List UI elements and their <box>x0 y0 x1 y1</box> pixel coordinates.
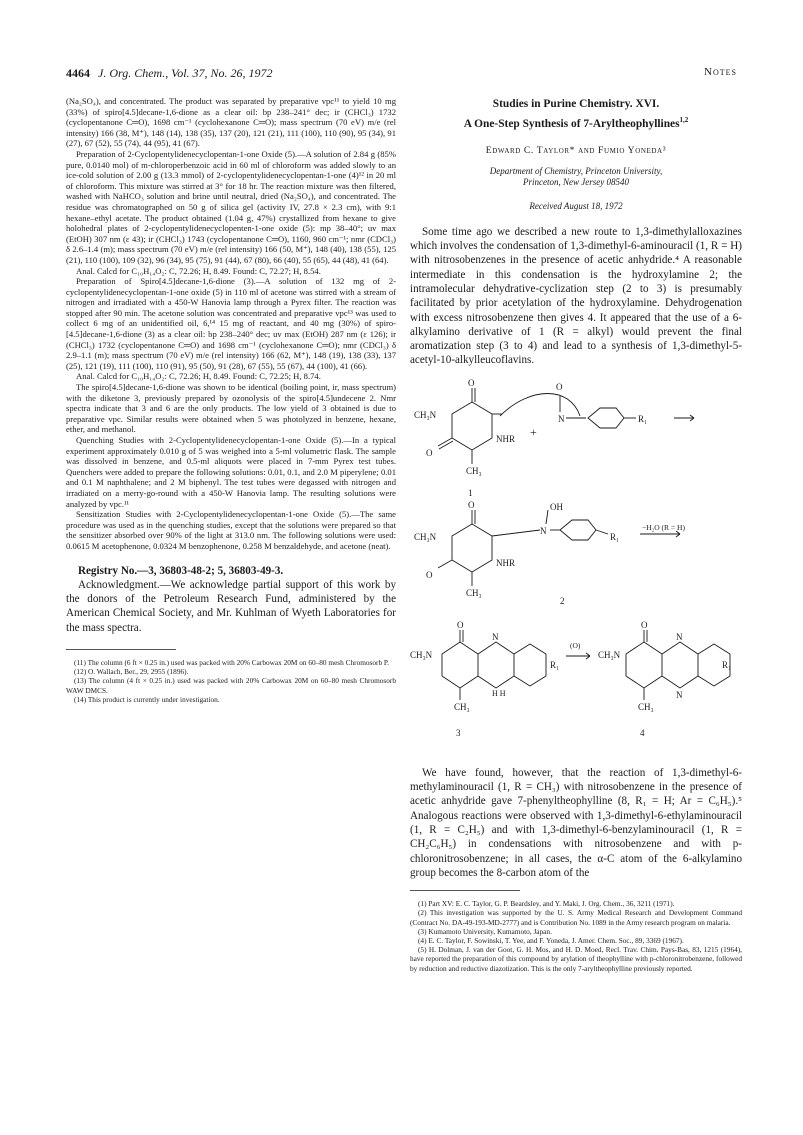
footnote: (13) The column (4 ft × 0.25 in.) used was packed with 20% Carbowax 20M on 60–80 mesh Chromosorb WAW DMCS. <box>66 676 396 695</box>
article-title: Studies in Purine Chemistry. XVI. A One-Step Synthesis of 7-Aryltheophyllines$^{1,2}$ <box>463 98 689 130</box>
ch3-label: CH₃ <box>466 587 482 598</box>
footnote: (4) E. C. Taylor, F. Sowinski, T. Yee, and F. Yoneda, J. Amer. Chem. Soc., 89, 3369 (1967). <box>418 935 684 945</box>
nitrogen-label: N <box>558 413 565 424</box>
right-column <box>410 96 742 973</box>
received-date: Received August 18, 1972 <box>529 200 623 211</box>
journal-citation: J. Org. Chem., Vol. 37, No. 26, 1972 <box>98 66 273 80</box>
dehydration-arrow-label: −H₂O (R = H) <box>642 522 685 532</box>
nitrogen-label: N <box>492 631 499 642</box>
oxidation-arrow-label: (O) <box>570 640 581 650</box>
body-paragraph: We have found, however, that the reaction of 1,3-dimethyl-6-methylaminouracil (1, R = CH₃) with nitrosobenzene in the presence of acetic anhydride gave 7-phenyltheophylline (8, R₁ = H; Ar = C₆H₅).⁵ Analogous reactions were observed with 1,3-dimethyl-6-ethylaminouracil (1, R = C₂H₅) and with 1,3-dimethyl-6-benzylaminouracil (1, R = CH₂C₆H₅) in condensations with nitrosobenzene and with p-chloronitrosobenzene; in all cases, the α-C atom of the 6-alkylamino group becomes the 8-carbon atom of the <box>410 766 742 879</box>
reaction-scheme-figure <box>410 376 740 760</box>
footnote: (14) This product is currently under investigation. <box>74 694 220 704</box>
experimental-paragraph: Sensitization Studies with 2-Cyclopentylidenecyclopentan-1-one Oxide (5).—The same procedure was used as in the quenching studies, except that the solutions were prepared so that the sensitizer absorbed over 90% of the light at 313.0 nm. The following solutions were used: 0.0615 M acetophenone, 0.0324 M benzophenone, 0.258 M benzaldehyde, and acetone (neat). <box>66 509 396 551</box>
oxygen-label: O <box>426 569 433 580</box>
nhr-label: NHR <box>496 433 516 444</box>
compound-label-3: 3 <box>456 727 461 738</box>
experimental-paragraph: Quenching Studies with 2-Cyclopentylidenecyclopentan-1-one Oxide (5).—In a typical experiment approximately 0.010 g of 5 was weighed into a 5-ml volumetric flask. The sample was dissolved in benzene, and 0.5-ml aliquots were placed in 7-mm Pyrex test tubes. Quenchers were added to prepare the following solutions: 0.01, 0.1, and 2.0 M piperylene; 0.01 and 0.1 M naphthalene; and 2 M biphenyl. The test tubes were degassed with nitrogen and irradiated on a merry-go-round with a 450-W Hanovia lamp. The resulting solutions were analyzed by vpc.¹¹ <box>66 435 396 509</box>
experimental-paragraph: (Na₂SO₄), and concentrated. The product was separated by preparative vpc¹¹ to yield 10 mg (33%) of spiro[4.5]decane-1,6-dione as a clear oil: bp 238–241° dec; ir (CHCl₃) 1732 (cyclopentanone C═O), 1698 cm⁻¹ (cyclohexanone C═O); mass spectrum (70 eV) m/e (rel intensity) 166 (38, M⁺), 148 (14), 138 (35), 137 (20), 121 (21), 111 (100), 110 (90), 95 (34), 91 (27), 67 (52), 55 (74), 44 (95), 41 (67). <box>66 96 396 149</box>
nhr-label: NHR <box>496 557 516 568</box>
ch3n-label: CH₃N <box>410 649 433 660</box>
oxygen-label: O <box>426 447 433 458</box>
footnote: (2) This investigation was supported by the U. S. Army Medical Research and Development Command (Contract No. DA-49-193-MD-2777) and is Contribution No. 1089 in the Army research program on malaria. <box>410 908 742 927</box>
compound-2-structure <box>438 510 680 586</box>
footnote: (1) Part XV: E. C. Taylor, G. P. Beardsley, and Y. Maki, J. Org. Chem., 36, 3211 (1971). <box>418 899 675 909</box>
oxygen-label: O <box>468 499 475 510</box>
running-header <box>66 66 737 82</box>
ch3-label: CH₃ <box>466 465 482 476</box>
oxygen-label: O <box>468 377 475 388</box>
footnote-rule <box>66 649 176 650</box>
hydroxyl-label: OH <box>550 501 563 512</box>
section-name: Notes <box>704 66 737 78</box>
experimental-paragraph: The spiro[4.5]decane-1,6-dione was shown to be identical (boiling point, ir, mass spectrum) with the diketone 3, previously prepared by ozonolysis of the spiro[4.5]undecene 2. Nmr spectra indicate that 3 and 6 are the only products. The low yield of 3 obtained is due to preparative vpc. Similar results were obtained when 5 was photolyzed in benzene, hexane, ether, and methanol. <box>66 382 396 435</box>
nitrogen-label: N <box>676 689 683 700</box>
r1-label: R₁ <box>638 413 648 424</box>
experimental-paragraph: Anal. Calcd for C₁₀H₁₄O₂: C, 72.26; H, 8.49. Found: C, 72.25; H, 8.74. <box>76 371 321 382</box>
footnote: (12) O. Wallach, Ber., 29, 2955 (1896). <box>74 667 189 677</box>
authors: Edward C. Taylor* and Fumio Yoneda³ <box>485 144 667 156</box>
affiliation: Department of Chemistry, Princeton University, Princeton, New Jersey 08540 <box>489 165 663 187</box>
oxygen-label: O <box>556 381 563 392</box>
oxygen-label: O <box>641 619 648 630</box>
oxidation-arrow <box>566 653 590 659</box>
ch3-label: CH₃ <box>454 701 470 712</box>
experimental-paragraph: Anal. Calcd for C₁₀H₁₄O₂: C, 72.26; H, 8.49. Found: C, 72.27; H, 8.54. <box>76 265 321 276</box>
footnote-rule <box>410 890 520 891</box>
page-number: 4464 <box>66 66 90 80</box>
plus-sign: + <box>530 424 537 439</box>
compound-label-4: 4 <box>640 727 645 738</box>
ch3n-label: CH₃N <box>414 531 437 542</box>
ch3n-label: CH₃N <box>598 649 621 660</box>
compound-label-2: 2 <box>560 595 565 606</box>
footnote: (3) Kumamoto University, Kumamoto, Japan. <box>418 926 552 936</box>
r1-label: R₁ <box>550 659 560 670</box>
footnote: (11) The column (6 ft × 0.25 in.) used was packed with 20% Carbowax 20M on 60–80 mesh Chromosorb P. <box>74 658 390 668</box>
nitrogen-label: N <box>676 631 683 642</box>
r1-label: R₁ <box>610 531 620 542</box>
experimental-paragraph: Preparation of 2-Cyclopentylidenecyclopentan-1-one Oxide (5).—A solution of 2.84 g (85% pure, 0.0140 mol) of m-chloroperbenzoic acid in 60 ml of chloroform was added slowly to an ice-cold solution of 2.00 g (13.3 mmol) of 2-cyclopentylidenecyclopentan-1-one (4)¹² in 20 ml of chloroform. This mixture was stirred at 3° for 18 hr. The reaction mixture was then filtered, washed with NaHCO₃ solution and brine until neutral, dried (Na₂SO₄), and concentrated. The residue was chromatographed on 50 g of silica gel (activity IV, 27.8 × 2.3 cm), with 9:1 hexane–ethyl acetate. The product obtained (1.04 g, 47%) crystallized from hexane to give holohedral plates of 2-cyclopentylidenecyclopenten-1-one oxide (5): mp 38–40°; uv max (EtOH) 307 nm (ε 43); ir (CHCl₃) 1743 (cyclopentanone C═O), 1160, 960 cm⁻¹; nmr (CDCl₃) δ 2.6–1.4 (m); mass spectrum (70 eV) m/e (rel intensity) 166 (50, M⁺), 148 (40), 138 (55), 125 (21), 110 (100), 109 (32), 96 (34), 95 (75), 91 (44), 67 (80), 66 (40), 55 (65), 44 (48), 41 (64). <box>66 148 396 265</box>
nitrogen-label: N <box>540 525 547 536</box>
intro-paragraph: Some time ago we described a new route to 1,3-dimethylalloxazines which involves the condensation of 1,3-dimethyl-6-aminouracil (1, R = H) with nitrosobenzenes in the presence of acetic anhydride.⁴ A reasonable intermediate in this condensation is the hydroxylamine 2; the intramolecular dehydrative-cyclization step (2 to 3) is presumably facilitated by prior acetylation of the hydroxylamine. Dehydrogenation with excess nitrosobenzene then gives 4. It appeared that the use of a 6-alkylamino derivative of 1 (R = alkyl) would prevent the final aromatization step (3 to 4) and lead to a synthesis of 1,3-dimethyl-5-acetyl-10-alkylleucoflavins. <box>410 225 742 367</box>
nitrosobenzene-structure <box>560 396 694 428</box>
footnote: (5) H. Dolman, J. van der Goot, G. H. Mos, and H. D. Moed, Recl. Trav. Chim. Pays-Bas, 83, 1215 (1964), have reported the preparation of this compound by arylation of theophylline with p-chloronitrobenzene, followed by reduction and reductive diazotization. This is the only 7-aryltheophylline previously reported. <box>410 945 742 973</box>
r1-label: R₁ <box>722 659 732 670</box>
compound-1-structure <box>438 388 580 464</box>
ch3-label: CH₃ <box>638 701 654 712</box>
registry-numbers: Registry No.—3, 36803-48-2; 5, 36803-49-3. <box>78 564 284 577</box>
ch3n-label: CH₃N <box>414 409 437 420</box>
experimental-paragraph: Preparation of Spiro[4.5]decane-1,6-dione (3).—A solution of 132 mg of 2-cyclopentylidenecyclopentan-1-one oxide (5) in 110 ml of acetone was stirred with a stream of nitrogen and irradiated with a 450-W Hanovia lamp through a Pyrex filter. The reaction was stopped after 90 min. The acetone solution was concentrated and preparative vpc¹³ was used to collect 6 mg of an unidentified oil, 6,¹⁴ 15 mg of reactant, and 40 mg (30%) of spiro-[4.5]decane-1,6-dione (3) as a clear oil: bp 238–240° dec; uv max (EtOH) 287 nm (ε 126); ir (CHCl₃) 1732 (cyclopentanone C═O) and 1698 cm⁻¹ (cyclohexanone C═O); nmr (CDCl₃) δ 2.9–1.1 (m); mass spectrum (70 eV) m/e (rel intensity) 166 (62, M⁺), 148 (19), 138 (33), 137 (25), 121 (19), 111 (100), 110 (91), 95 (50), 91 (28), 67 (55), 55 (67), 44 (100), 41 (66). <box>66 276 396 371</box>
acknowledgment: Acknowledgment.—We acknowledge partial support of this work by the donors of the Petroleum Research Fund, administered by the American Chemical Society, and Mr. Kuhlman of Wyeth Laboratories for the mass spectra. <box>66 578 396 634</box>
left-column <box>66 96 396 704</box>
hh-label: H H <box>492 688 506 698</box>
oxygen-label: O <box>457 619 464 630</box>
compound-label-1: 1 <box>468 487 473 498</box>
reaction-scheme <box>410 376 742 760</box>
